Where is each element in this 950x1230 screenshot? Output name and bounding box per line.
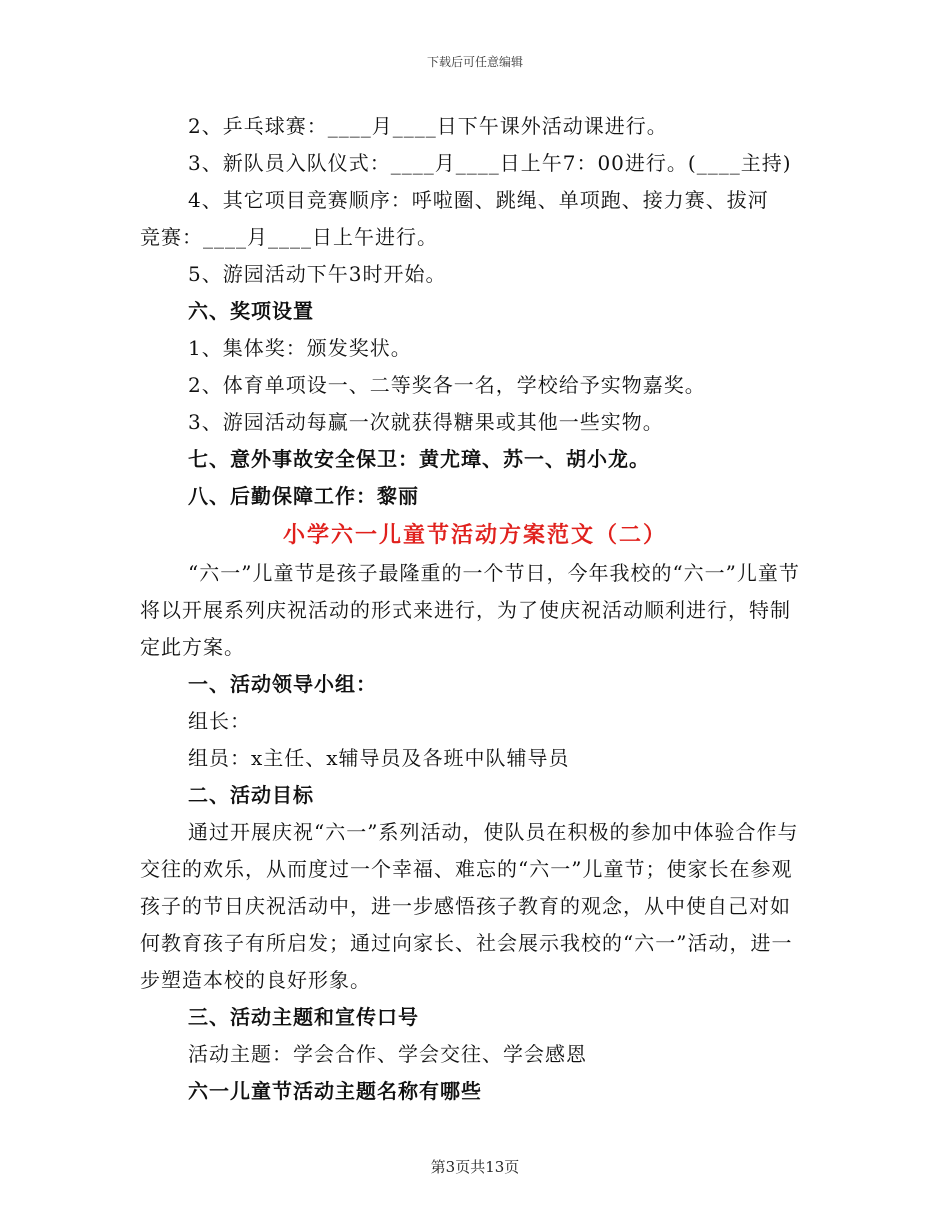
page-number: 第3页共13页 xyxy=(430,1158,520,1176)
section-heading-goals: 二、活动目标 xyxy=(188,783,314,807)
schedule-item-3: 3、新队员入队仪式：____月____日上午7：00进行。(____主持) xyxy=(188,151,792,175)
section-heading-awards: 六、奖项设置 xyxy=(188,299,314,323)
document-body xyxy=(140,108,810,1110)
award-item-3: 3、游园活动每赢一次就获得糖果或其他一些实物。 xyxy=(188,410,664,434)
theme-line: 活动主题：学会合作、学会交往、学会感恩 xyxy=(188,1042,587,1066)
award-item-2: 2、体育单项设一、二等奖各一名，学校给予实物嘉奖。 xyxy=(188,373,706,397)
schedule-item-4: 4、其它项目竞赛顺序：呼啦圈、跳绳、单项跑、接力赛、拔河 xyxy=(188,188,769,212)
schedule-item-5: 5、游园活动下午3时开始。 xyxy=(188,262,447,286)
intro-paragraph: “六一”儿童节是孩子最隆重的一个节日，今年我校的“六一”儿童节将以开展系列庆祝活动的形式来进行，为了使庆祝活动顺利进行，特制定此方案。 xyxy=(140,561,800,659)
award-item-1: 1、集体奖：颁发奖状。 xyxy=(188,336,412,360)
goal-paragraph: 通过开展庆祝“六一”系列活动，使队员在积极的参加中体验合作与交往的欢乐，从而度过一个幸福、难忘的“六一”儿童节；使家长在参观孩子的节日庆祝活动中，进一步感悟孩子教育的观念，从中使自己对如何教育孩子有所启发；通过向家长、社会展示我校的“六一”活动，进一步塑造本校的良好形象。 xyxy=(140,820,799,992)
sub-heading-theme-names: 六一儿童节活动主题名称有哪些 xyxy=(188,1079,482,1103)
schedule-item-4-cont: 竞赛：____月____日上午进行。 xyxy=(140,225,438,249)
section-heading-theme: 三、活动主题和宣传口号 xyxy=(188,1005,419,1029)
section-heading-safety: 七、意外事故安全保卫：黄尤璋、苏一、胡小龙。 xyxy=(188,447,650,471)
schedule-item-2: 2、乒乓球赛：____月____日下午课外活动课进行。 xyxy=(188,114,668,138)
document-title: 小学六一儿童节活动方案范文（二） xyxy=(282,522,667,548)
members-line: 组员：x主任、x辅导员及各班中队辅导员 xyxy=(188,746,570,770)
page-header-note: 下载后可任意编辑 xyxy=(426,55,523,69)
leader-line: 组长： xyxy=(188,709,251,733)
section-heading-leadership: 一、活动领导小组： xyxy=(188,672,377,696)
section-heading-logistics: 八、后勤保障工作：黎丽 xyxy=(188,484,419,508)
